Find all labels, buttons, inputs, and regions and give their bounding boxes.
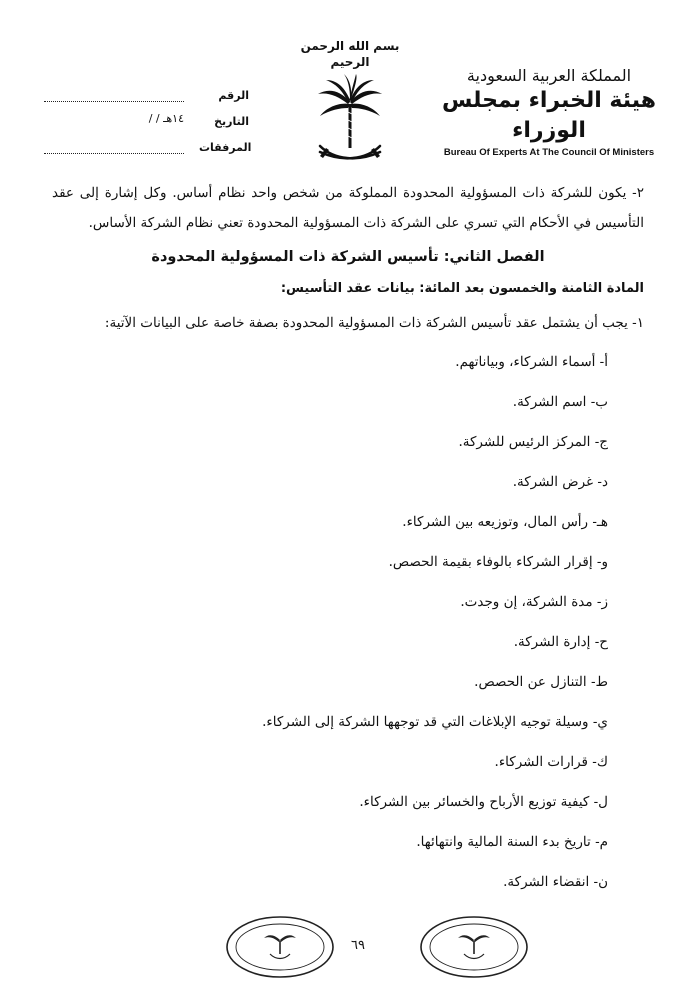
official-stamp-right-icon	[418, 914, 530, 980]
attachments-row	[44, 128, 252, 154]
bureau-name-english: Bureau Of Experts At The Council Of Ministers	[443, 147, 655, 158]
list-item: م- تاريخ بدء السنة المالية وانتهائها.	[416, 834, 608, 850]
list-item: ح- إدارة الشركة.	[513, 634, 608, 650]
article-title: المادة الثامنة والخمسون بعد المائة: بيانات عقد التأسيس:	[280, 281, 644, 296]
date-value: / / ١٤هـ	[148, 112, 184, 125]
attachments-value	[44, 137, 184, 154]
list-item: د- غرض الشركة.	[512, 474, 608, 490]
list-item: ل- كيفية توزيع الأرباح والخسائر بين الشركاء.	[359, 794, 608, 810]
official-stamp-left-icon	[224, 914, 336, 980]
list-item: ب- اسم الشركة.	[512, 394, 608, 410]
list-item: ك- قرارات الشركاء.	[494, 754, 608, 770]
required-data-list	[52, 342, 608, 902]
document-body	[52, 178, 644, 902]
clause-1: ١- يجب أن يشتمل عقد تأسيس الشركة ذات المسؤولية المحدودة بصفة خاصة على البيانات الآتية:	[104, 315, 644, 331]
list-item: ط- التنازل عن الحصص.	[474, 674, 608, 690]
list-item: و- إقرار الشركاء بالوفاء بقيمة الحصص.	[388, 554, 608, 570]
ref-number-label: الرقم	[218, 89, 249, 102]
ref-number-row	[44, 76, 249, 102]
palm-swords-emblem-icon	[310, 72, 390, 172]
document-meta-block	[44, 76, 252, 154]
list-item: هـ- رأس المال، وتوزيعه بين الشركاء.	[402, 514, 608, 530]
chapter-title: الفصل الثاني: تأسيس الشركة ذات المسؤولية المحدودة	[151, 249, 545, 265]
letterhead-emblem-block	[292, 38, 408, 172]
list-item: أ- أسماء الشركاء، وبياناتهم.	[455, 354, 608, 370]
list-item: ي- وسيلة توجيه الإبلاغات التي قد توجهها الشركة إلى الشركاء.	[262, 714, 608, 730]
date-row	[44, 102, 249, 128]
ref-number-value	[44, 85, 184, 102]
list-item: ن- انقضاء الشركة.	[503, 874, 608, 890]
page-number: ٦٩	[351, 938, 365, 953]
intro-clause: ٢- يكون للشركة ذات المسؤولية المحدودة المملوكة من شخص واحد نظام أساس. وكل إشارة إلى عقد التأسيس في الأحكام التي تسري على الشركة ذات المسؤولية المحدودة تعني نظام الشركة الأساس.	[52, 185, 644, 231]
letterhead-organization	[434, 66, 664, 159]
bureau-name-arabic: هيئة الخبراء بمجلس الوزراء	[442, 88, 656, 143]
date-label: التاريخ	[214, 115, 249, 128]
kingdom-name: المملكة العربية السعودية	[466, 66, 632, 85]
attachments-label: المرفقات	[199, 141, 252, 154]
basmala: بسم الله الرحمن الرحيم	[300, 39, 400, 69]
list-item: ز- مدة الشركة، إن وجدت.	[460, 594, 608, 610]
list-item: ج- المركز الرئيس للشركة.	[458, 434, 608, 450]
